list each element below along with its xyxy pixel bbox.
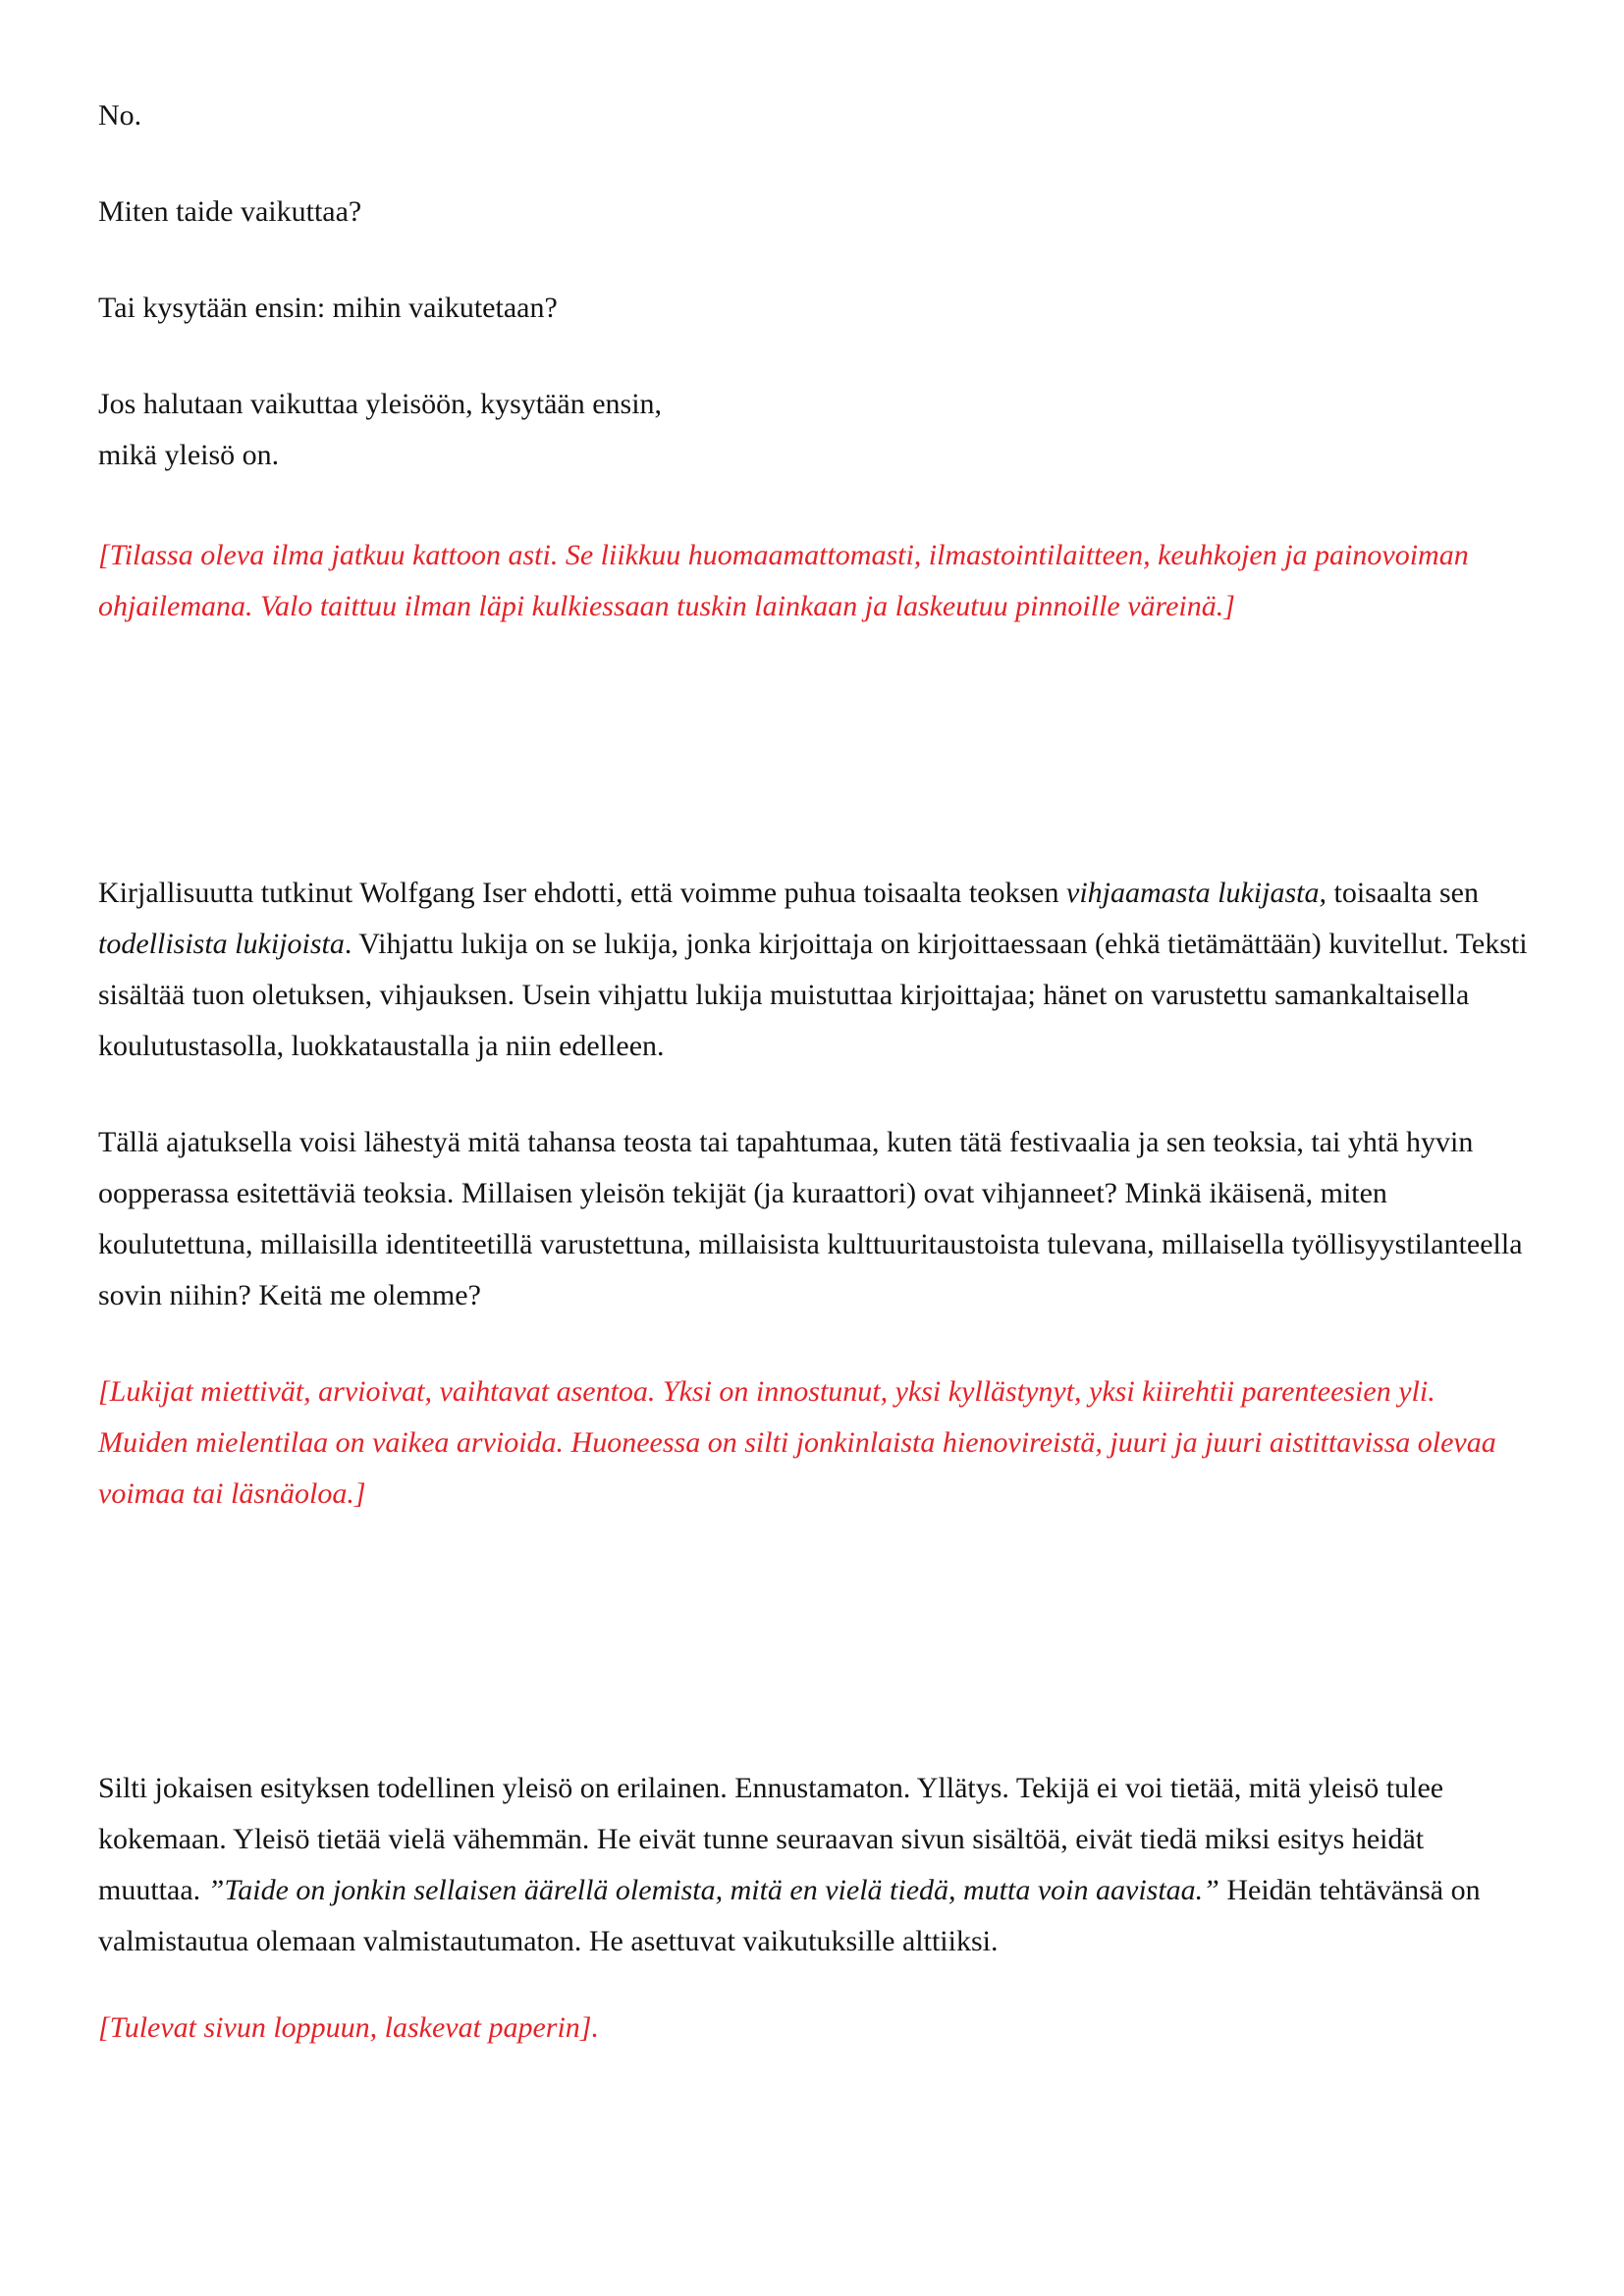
stage-direction-page-end: [Tulevat sivun loppuun, laskevat paperin]. [98, 2011, 599, 2044]
intro-couplet-line-1: Jos halutaan vaikuttaa yleisöön, kysytään ensin, [98, 388, 663, 420]
paragraph-real-audience-run-2: Heidän tehtävänsä on valmistautua olemaan valmistautumaton. He asettuvat vaikutuksille alttiiksi. [98, 1874, 1481, 1957]
intro-couplet [98, 379, 1532, 481]
paragraph-implied-reader-run-2: toisaalta sen [1326, 877, 1479, 909]
paragraph-implied-reader-run-3: . Vihjattu lukija on se lukija, jonka kirjoittaja on kirjoittaessaan (ehkä tietämättään) kuvitellut. Teksti sisältää tuon oletuksen, vihjauksen. Usein vihjattu lukija muistuttaa kirjoittajaa; hänet on varustettu samankaltaisella koulutustasolla, luokkataustalla ja niin edelleen. [98, 928, 1528, 1062]
emphasis-art-quote: ”Taide on jonkin sellaisen äärellä olemista, mitä en vielä tiedä, mutta voin aavistaa.” [207, 1874, 1219, 1906]
stage-direction-air: [Tilassa oleva ilma jatkuu kattoon asti. Se liikkuu huomaamattomasti, ilmastointilaitteen, keuhkojen ja painovoiman ohjailemana. Valo taittuu ilman läpi kulkiessaan tuskin lainkaan ja laskeutuu pinnoille väreinä.] [98, 539, 1469, 622]
question-what-is-affected: Tai kysytään ensin: mihin vaikutetaan? [98, 292, 558, 324]
paragraph-real-audience [98, 1763, 1532, 1967]
paragraph-approach: Tällä ajatuksella voisi lähestyä mitä tahansa teosta tai tapahtumaa, kuten tätä festivaalia ja sen teoksia, tai yhtä hyvin oopperassa esitettäviä teoksia. Millaisen yleisön tekijät (ja kuraattori) ovat vihjanneet? Minkä ikäisenä, miten koulutettuna, millaisilla identiteetillä varustettuna, millaisista kulttuuritaustoista tulevana, millaisella työllisyystilanteella sovin niihin? Keitä me olemme? [98, 1126, 1523, 1311]
paragraph-implied-reader-run-1: Kirjallisuutta tutkinut Wolfgang Iser ehdotti, että voimme puhua toisaalta teoksen [98, 877, 1066, 909]
paragraph-real-audience-run-1: Silti jokaisen esityksen todellinen yleisö on erilainen. Ennustamaton. Yllätys. Tekijä ei voi tietää, mitä yleisö tulee kokemaan. Yleisö tietää vielä vähemmän. He eivät tunne seuraavan sivun sisältöä, eivät tiedä miksi esitys heidät muuttaa. [98, 1772, 1444, 1906]
emphasis-real-readers: todellisista lukijoista [98, 928, 345, 960]
stage-direction-readers: [Lukijat miettivät, arvioivat, vaihtavat asentoa. Yksi on innostunut, yksi kyllästynyt, yksi kiirehtii parenteesien yli. Muiden mielentilaa on vaikea arvioida. Huoneessa on silti jonkinlaista hienovireistä, juuri ja juuri aistittavissa olevaa voimaa tai läsnäoloa.] [98, 1375, 1496, 1510]
paragraph-implied-reader [98, 868, 1532, 1072]
intro-couplet-line-2: mikä yleisö on. [98, 439, 280, 471]
question-how-art-affects: Miten taide vaikuttaa? [98, 195, 362, 228]
opening-word: No. [98, 99, 142, 132]
emphasis-implied-reader: vihjaamasta lukijasta, [1066, 877, 1326, 909]
